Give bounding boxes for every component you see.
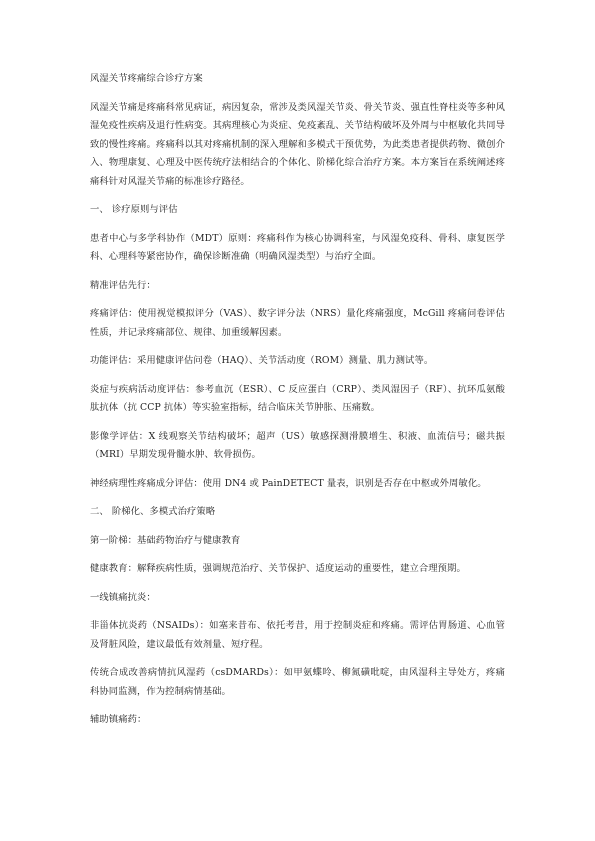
pain-eval-paragraph: 疼痛评估：使用视觉模拟评分（VAS）、数字评分法（NRS）量化疼痛强度，McGill 疼痛问卷评估性质，并记录疼痛部位、规律、加重缓解因素。 <box>90 308 505 338</box>
precise-eval-paragraph: 精准评估先行： <box>90 279 156 291</box>
first-line-paragraph: 一线镇痛抗炎： <box>90 591 156 603</box>
health-edu-paragraph: 健康教育：解释疾病性质，强调规范治疗、关节保护、适度运动的重要性，建立合理预期。 <box>90 563 466 574</box>
csdmards-paragraph: 传统合成改善病情抗风湿药（csDMARDs）：如甲氨蝶呤、柳氮磺吡啶，由风湿科主导处方，疼痛科协同监测，作为控制病情基础。 <box>90 667 505 697</box>
intro-paragraph: 风湿关节痛是疼痛科常见病证，病因复杂，常涉及类风湿关节炎、骨关节炎、强直性脊柱炎等多种风湿免疫性疾病及退行性病变。其病理核心为炎症、免疫紊乱、关节结构破坏及外周与中枢敏化共同导致的慢性疼痛。疼痛科以其对疼痛机制的深入理解和多模式干预优势，为此类患者提供药物、微创介入、物理康复、心理及中医传统疗法相结合的个体化、阶梯化综合治疗方案。本方案旨在系统阐述疼痛科针对风湿关节痛的标准诊疗路径。 <box>90 101 505 187</box>
adjuvant-paragraph: 辅助镇痛药： <box>90 714 147 725</box>
mdt-paragraph: 患者中心与多学科协作（MDT）原则：疼痛科作为核心协调科室，与风湿免疫科、骨科、康复医学科、心理科等紧密协作，确保诊断准确（明确风湿类型）与治疗全面。 <box>90 232 505 262</box>
neuro-eval-paragraph: 神经病理性疼痛成分评估：使用 DN4 或 PainDETECT 量表，识别是否存在中枢或外周敏化。 <box>90 477 487 489</box>
imaging-eval-paragraph: 影像学评估：X 线观察关节结构破坏；超声（US）敏感探测滑膜增生、积液、血流信号；磁共振（MRI）早期发现骨髓水肿、软骨损伤。 <box>90 430 505 460</box>
step1-paragraph: 第一阶梯：基础药物治疗与健康教育 <box>90 534 241 546</box>
function-eval-paragraph: 功能评估：采用健康评估问卷（HAQ）、关节活动度（ROM）测量、肌力测试等。 <box>90 355 434 366</box>
nsaids-paragraph: 非甾体抗炎药（NSAIDs）：如塞来昔布、依托考昔，用于控制炎症和疼痛。需评估胃肠道、心血管及肾脏风险，建议最低有效剂量、短疗程。 <box>90 620 505 650</box>
document-title: 风湿关节疼痛综合诊疗方案 <box>90 73 203 84</box>
section-heading-1: 一、 诊疗原则与评估 <box>90 204 178 215</box>
document-body <box>90 70 505 730</box>
section-heading-2: 二、 阶梯化、多模式治疗策略 <box>90 506 216 517</box>
inflammation-eval-paragraph: 炎症与疾病活动度评估：参考血沉（ESR）、C 反应蛋白（CRP）、类风湿因子（RF）、抗环瓜氨酸肽抗体（抗 CCP 抗体）等实验室指标，结合临床关节肿胀、压痛数。 <box>90 383 505 413</box>
